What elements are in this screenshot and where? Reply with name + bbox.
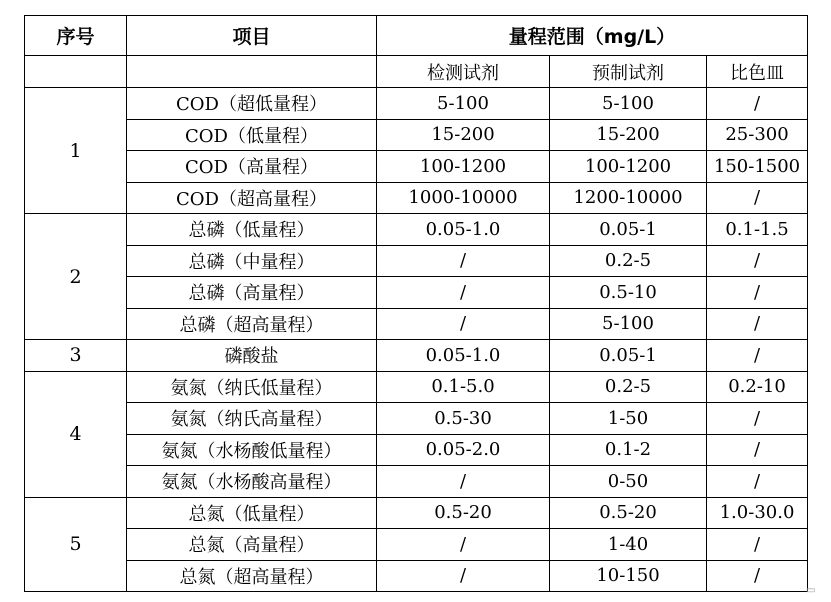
cuvette-cell: /	[707, 560, 808, 592]
test-reagent-cell: 0.5-30	[377, 403, 550, 435]
item-cell: 氨氮（水杨酸高量程）	[127, 466, 377, 498]
test-reagent-cell: 15-200	[377, 119, 550, 151]
table-row	[25, 245, 808, 277]
seq-cell: 2	[25, 214, 127, 340]
subheader-blank-item	[127, 56, 377, 88]
premade-reagent-cell: 5-100	[550, 308, 707, 340]
premade-reagent-cell: 15-200	[550, 119, 707, 151]
premade-reagent-cell: 0.05-1	[550, 340, 707, 372]
test-reagent-cell: 1000-10000	[377, 182, 550, 214]
test-reagent-cell: 0.05-1.0	[377, 214, 550, 246]
cuvette-cell: /	[707, 466, 808, 498]
seq-cell: 1	[25, 88, 127, 214]
test-reagent-cell: /	[377, 308, 550, 340]
table-body	[25, 88, 808, 592]
table-row	[25, 434, 808, 466]
cuvette-cell: /	[707, 308, 808, 340]
subheader-cuvette: 比色皿	[707, 56, 808, 88]
cuvette-cell: 150-1500	[707, 151, 808, 183]
subheader-test-reagent: 检测试剂	[377, 56, 550, 88]
cuvette-cell: 1.0-30.0	[707, 497, 808, 529]
table-row	[25, 497, 808, 529]
premade-reagent-cell: 1-40	[550, 529, 707, 561]
test-reagent-cell: 5-100	[377, 88, 550, 120]
premade-reagent-cell: 0.1-2	[550, 434, 707, 466]
cuvette-cell: /	[707, 277, 808, 309]
test-reagent-cell: 0.1-5.0	[377, 371, 550, 403]
table-row	[25, 277, 808, 309]
cuvette-cell: /	[707, 245, 808, 277]
table-row	[25, 340, 808, 372]
test-reagent-cell: /	[377, 466, 550, 498]
item-cell: 总磷（高量程）	[127, 277, 377, 309]
item-cell: COD（超低量程）	[127, 88, 377, 120]
range-table	[24, 15, 808, 592]
item-cell: 氨氮（纳氏低量程）	[127, 371, 377, 403]
test-reagent-cell: /	[377, 245, 550, 277]
premade-reagent-cell: 0.2-5	[550, 245, 707, 277]
premade-reagent-cell: 0.05-1	[550, 214, 707, 246]
header-item: 项目	[127, 16, 377, 56]
premade-reagent-cell: 100-1200	[550, 151, 707, 183]
item-cell: 总磷（中量程）	[127, 245, 377, 277]
seq-cell: 4	[25, 371, 127, 497]
test-reagent-cell: /	[377, 529, 550, 561]
table-row	[25, 88, 808, 120]
cuvette-cell: /	[707, 340, 808, 372]
table-row	[25, 182, 808, 214]
test-reagent-cell: 0.5-20	[377, 497, 550, 529]
test-reagent-cell: 100-1200	[377, 151, 550, 183]
cuvette-cell: 0.2-10	[707, 371, 808, 403]
table-row	[25, 529, 808, 561]
item-cell: 总磷（超高量程）	[127, 308, 377, 340]
cuvette-cell: /	[707, 403, 808, 435]
item-cell: 磷酸盐	[127, 340, 377, 372]
table-row	[25, 560, 808, 592]
header-seq: 序号	[25, 16, 127, 56]
premade-reagent-cell: 1200-10000	[550, 182, 707, 214]
seq-cell: 3	[25, 340, 127, 372]
cuvette-cell: /	[707, 88, 808, 120]
table-row	[25, 308, 808, 340]
premade-reagent-cell: 0.5-10	[550, 277, 707, 309]
item-cell: 氨氮（纳氏高量程）	[127, 403, 377, 435]
table-row	[25, 371, 808, 403]
table-row	[25, 403, 808, 435]
table-row	[25, 151, 808, 183]
item-cell: 氨氮（水杨酸低量程）	[127, 434, 377, 466]
item-cell: COD（超高量程）	[127, 182, 377, 214]
subheader-premade-reagent: 预制试剂	[550, 56, 707, 88]
test-reagent-cell: /	[377, 560, 550, 592]
cuvette-cell: 25-300	[707, 119, 808, 151]
corner-mark: ▭	[806, 585, 816, 596]
premade-reagent-cell: 10-150	[550, 560, 707, 592]
header-range: 量程范围（mg/L）	[377, 16, 808, 56]
item-cell: 总氮（低量程）	[127, 497, 377, 529]
cuvette-cell: /	[707, 529, 808, 561]
premade-reagent-cell: 0.2-5	[550, 371, 707, 403]
test-reagent-cell: /	[377, 277, 550, 309]
cuvette-cell: /	[707, 182, 808, 214]
test-reagent-cell: 0.05-1.0	[377, 340, 550, 372]
cuvette-cell: /	[707, 434, 808, 466]
item-cell: 总氮（高量程）	[127, 529, 377, 561]
table-row	[25, 119, 808, 151]
test-reagent-cell: 0.05-2.0	[377, 434, 550, 466]
premade-reagent-cell: 1-50	[550, 403, 707, 435]
cuvette-cell: 0.1-1.5	[707, 214, 808, 246]
subheader-row	[25, 56, 808, 88]
item-cell: COD（低量程）	[127, 119, 377, 151]
item-cell: COD（高量程）	[127, 151, 377, 183]
seq-cell: 5	[25, 497, 127, 592]
table-row	[25, 214, 808, 246]
premade-reagent-cell: 5-100	[550, 88, 707, 120]
subheader-blank-seq	[25, 56, 127, 88]
header-row	[25, 16, 808, 56]
table-row	[25, 466, 808, 498]
item-cell: 总磷（低量程）	[127, 214, 377, 246]
premade-reagent-cell: 0-50	[550, 466, 707, 498]
item-cell: 总氮（超高量程）	[127, 560, 377, 592]
premade-reagent-cell: 0.5-20	[550, 497, 707, 529]
